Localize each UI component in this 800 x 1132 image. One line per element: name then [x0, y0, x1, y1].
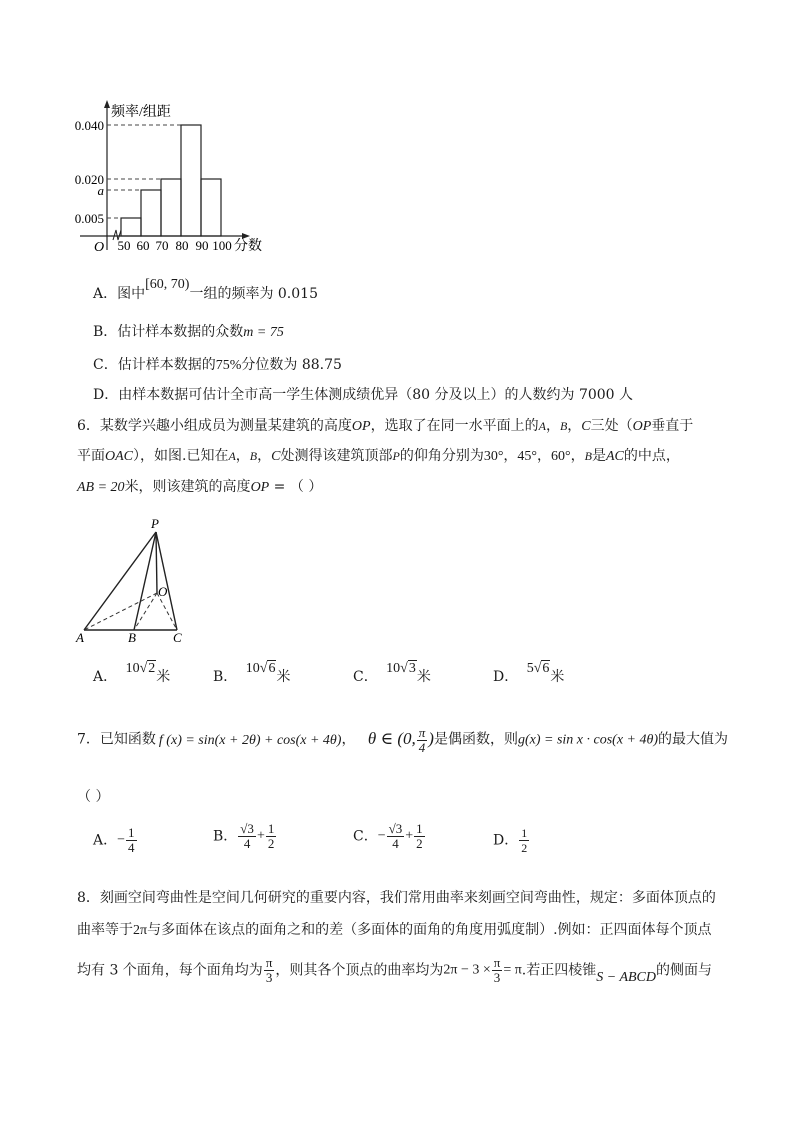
- unit: 米: [156, 669, 171, 685]
- q7-text: ，: [341, 731, 356, 748]
- unit: 米: [276, 669, 291, 685]
- xtick-50: 50: [117, 238, 131, 253]
- edge-PO: [156, 532, 157, 593]
- numerator: 1: [416, 821, 423, 836]
- bar-50-60: [121, 218, 141, 236]
- frequency-histogram: [60, 95, 280, 265]
- q6-choice-d: [493, 661, 565, 687]
- option-letter: A．: [93, 832, 118, 849]
- option-letter: B．: [213, 828, 238, 845]
- denominator: 3: [265, 970, 273, 985]
- option-letter: D．: [93, 387, 119, 403]
- bar-80-90: [181, 125, 201, 236]
- numerator: √3: [388, 821, 403, 836]
- q7-line-1: [77, 726, 728, 755]
- xtick-60: 60: [136, 238, 150, 253]
- ytick-0040: 0.040: [74, 118, 104, 133]
- math-OP: OP: [351, 419, 371, 434]
- ytick-a: a: [97, 183, 104, 198]
- q8-text: 刻画空间弯曲性是空间几何研究的重要内容，我们常用曲率来刻画空间弯曲性，规定：多面体顶点的: [99, 890, 716, 906]
- option-letter: A．: [93, 669, 118, 685]
- fraction: [266, 822, 277, 851]
- option-letter: D．: [493, 832, 519, 849]
- radical-expr: 5√6: [526, 661, 550, 676]
- theta-open: θ ∈ (0,: [367, 728, 416, 748]
- numerator: π: [493, 955, 501, 970]
- q8-text: 均有 3 个面角，每个面角均为: [77, 962, 263, 979]
- math-g: g(x) = sin x · cos(x + 4θ): [517, 732, 659, 748]
- q6-text: 的中点，: [623, 448, 680, 464]
- q6-text: ，: [570, 448, 585, 464]
- pi-over-3: [264, 956, 275, 985]
- coef: 5: [526, 661, 534, 676]
- math-f: f (x) = sin(x + 2θ) + cos(x + 4θ): [158, 732, 342, 748]
- math-OP: OP: [632, 419, 652, 434]
- minus: −: [117, 832, 126, 848]
- q7-text: 是偶函数，则: [433, 731, 518, 748]
- xtick-100: 100: [212, 238, 232, 253]
- option-letter: A．: [93, 286, 118, 302]
- q8-line-1: [77, 889, 716, 907]
- math-C: C: [271, 449, 281, 464]
- edge-PC: [156, 532, 177, 630]
- q6-line-1: [77, 417, 693, 436]
- fraction: [238, 822, 256, 851]
- option-letter: B．: [213, 669, 238, 685]
- xtick-90: 90: [195, 238, 209, 253]
- expr-left: 2π − 3 ×: [443, 962, 491, 978]
- math-OP: OP: [250, 480, 270, 495]
- q6-text: ，: [567, 418, 582, 434]
- q6-text: 垂直于: [651, 418, 694, 434]
- radical-expr: 10√3: [386, 661, 416, 676]
- q6-text: 平面: [77, 448, 105, 464]
- label-P: P: [151, 516, 159, 531]
- math-OAC: OAC: [105, 449, 133, 464]
- q7-paren: （ ）: [77, 789, 110, 805]
- option-letter: C．: [93, 357, 118, 373]
- q6-text: 是: [591, 448, 606, 464]
- numerator: √3: [240, 821, 254, 836]
- radical-expr: 10√6: [245, 661, 276, 676]
- math-mode: m = 75: [243, 325, 284, 340]
- q7-text: 的最大值为: [658, 731, 729, 748]
- pyramid-figure: [70, 512, 200, 647]
- q6-text: ，: [545, 418, 560, 434]
- label-O: O: [158, 584, 168, 599]
- q6-text: 三处（: [590, 418, 633, 434]
- denominator: 4: [392, 836, 399, 851]
- label-C: C: [173, 630, 182, 645]
- numerator: 1: [128, 825, 135, 840]
- option-text: 分位数为 88.75: [241, 357, 342, 373]
- ytick-0020: 0.020: [74, 172, 104, 187]
- pi-over-4: [417, 726, 428, 755]
- q6-text: 某数学兴趣小组成员为测量某建筑的高度: [99, 418, 352, 434]
- q8-line-2: [77, 921, 712, 940]
- q8-text: 的侧面与: [656, 962, 712, 979]
- radicand: 6: [268, 661, 276, 676]
- fraction: [414, 822, 425, 851]
- bar-70-80: [161, 179, 181, 236]
- label-A: A: [76, 630, 84, 645]
- unit: 米: [416, 669, 431, 685]
- percent: 75%: [215, 358, 242, 373]
- math-AC: AC: [605, 449, 624, 464]
- denominator: 2: [416, 836, 423, 851]
- q6-choice-c: [353, 661, 431, 687]
- denominator: 3: [493, 970, 501, 985]
- radical-expr: 10√2: [125, 661, 156, 676]
- radicand: 2: [148, 661, 156, 676]
- q6-text: ），如图.已知在: [133, 448, 229, 464]
- question-number: 7．: [77, 731, 100, 748]
- xtick-80: 80: [175, 238, 189, 253]
- math-A: A: [228, 449, 236, 463]
- y-axis-arrow: [104, 100, 110, 108]
- option-letter: D．: [493, 669, 519, 685]
- q5-option-c: [93, 356, 342, 375]
- math-B: B: [559, 419, 568, 433]
- minus: −: [377, 828, 386, 844]
- math-AB: AB = 20: [77, 480, 125, 495]
- interval: [60, 70): [145, 277, 190, 292]
- q6-line-2: [77, 447, 680, 466]
- origin-label: O: [94, 240, 105, 255]
- q6-text: ，: [235, 448, 250, 464]
- bar-60-70: [141, 190, 161, 236]
- math-P: P: [392, 449, 400, 463]
- q7-choice-b: [213, 822, 277, 851]
- q7-choice-d: [493, 826, 530, 855]
- radicand: 3: [408, 661, 416, 676]
- q6-line-3: [77, 478, 322, 497]
- math-C: C: [581, 419, 591, 434]
- y-axis-label: 频率/组距: [111, 105, 171, 120]
- coef: 10: [245, 661, 260, 676]
- ytick-0005: 0.005: [74, 211, 104, 226]
- q6-text: 处测得该建筑顶部: [280, 448, 393, 464]
- option-text: 图中: [117, 286, 146, 302]
- numerator: 1: [521, 826, 528, 840]
- denominator: 2: [521, 841, 528, 855]
- q8-text: ，则其各个顶点的曲率均为: [275, 962, 444, 979]
- option-text: 估计样本数据的: [117, 357, 216, 373]
- question-number: 8．: [77, 890, 100, 906]
- q5-option-a: [93, 277, 318, 304]
- denominator: 2: [267, 836, 275, 851]
- q6-text: 米，则该建筑的高度: [124, 479, 251, 495]
- math-pyramid: S − ABCD: [596, 969, 656, 985]
- math-2pi: 2π: [133, 923, 148, 938]
- option-text: 一组的频率为 0.015: [189, 286, 318, 302]
- xtick-70: 70: [155, 238, 169, 253]
- fraction: [519, 826, 529, 855]
- pi-over-3: [492, 956, 503, 985]
- denominator: 4: [243, 836, 251, 851]
- q6-choice-a: [93, 661, 171, 687]
- fraction: [387, 822, 405, 851]
- question-number: 6．: [77, 418, 100, 434]
- angles: 30°，45°，60°: [483, 449, 571, 464]
- math-A: A: [538, 419, 546, 433]
- plus: +: [256, 828, 265, 844]
- denominator: 4: [418, 740, 426, 755]
- q8-line-3: [77, 956, 712, 985]
- q6-text: = （ ）: [269, 479, 323, 495]
- unit: 米: [550, 669, 565, 685]
- q6-text: ，: [257, 448, 272, 464]
- q7-text: 已知函数: [99, 731, 156, 748]
- label-B: B: [128, 630, 136, 645]
- q6-text: ，选取了在同一水平面上的: [370, 418, 539, 434]
- option-text: 估计样本数据的众数: [117, 324, 244, 340]
- q7-choice-a: [93, 826, 138, 855]
- q6-text: 的仰角分别为: [399, 448, 484, 464]
- plus: +: [405, 828, 414, 844]
- q8-text: 曲率等于: [77, 922, 133, 938]
- theta-close: ): [428, 728, 434, 748]
- x-axis-label: 分数: [234, 239, 262, 254]
- coef: 10: [125, 661, 140, 676]
- option-text: 由样本数据可估计全市高一学生体测成绩优异（80 分及以上）的人数约为 7000 人: [118, 387, 634, 403]
- q7-choice-c: [353, 822, 426, 851]
- q8-text: .若正四棱锥: [521, 962, 597, 979]
- option-letter: B．: [93, 324, 118, 340]
- coef: 10: [386, 661, 401, 676]
- fraction: [126, 826, 137, 855]
- numerator: 1: [267, 821, 275, 836]
- math-B: B: [249, 449, 258, 463]
- q5-option-d: [93, 386, 633, 404]
- option-letter: C．: [353, 828, 378, 845]
- q6-choice-b: [213, 661, 291, 687]
- bar-90-100: [201, 179, 221, 236]
- denominator: 4: [128, 840, 135, 855]
- q5-option-b: [93, 323, 284, 342]
- radicand: 6: [542, 661, 550, 676]
- q8-text: 与多面体在该点的面角之和的差（多面体的面角的角度用弧度制）.例如：正四面体每个顶点: [147, 922, 712, 938]
- option-letter: C．: [353, 669, 378, 685]
- expr-right: = π: [503, 962, 522, 978]
- math-B: B: [584, 449, 592, 463]
- theta-domain: [367, 725, 434, 755]
- numerator: π: [265, 955, 273, 970]
- numerator: π: [418, 725, 426, 740]
